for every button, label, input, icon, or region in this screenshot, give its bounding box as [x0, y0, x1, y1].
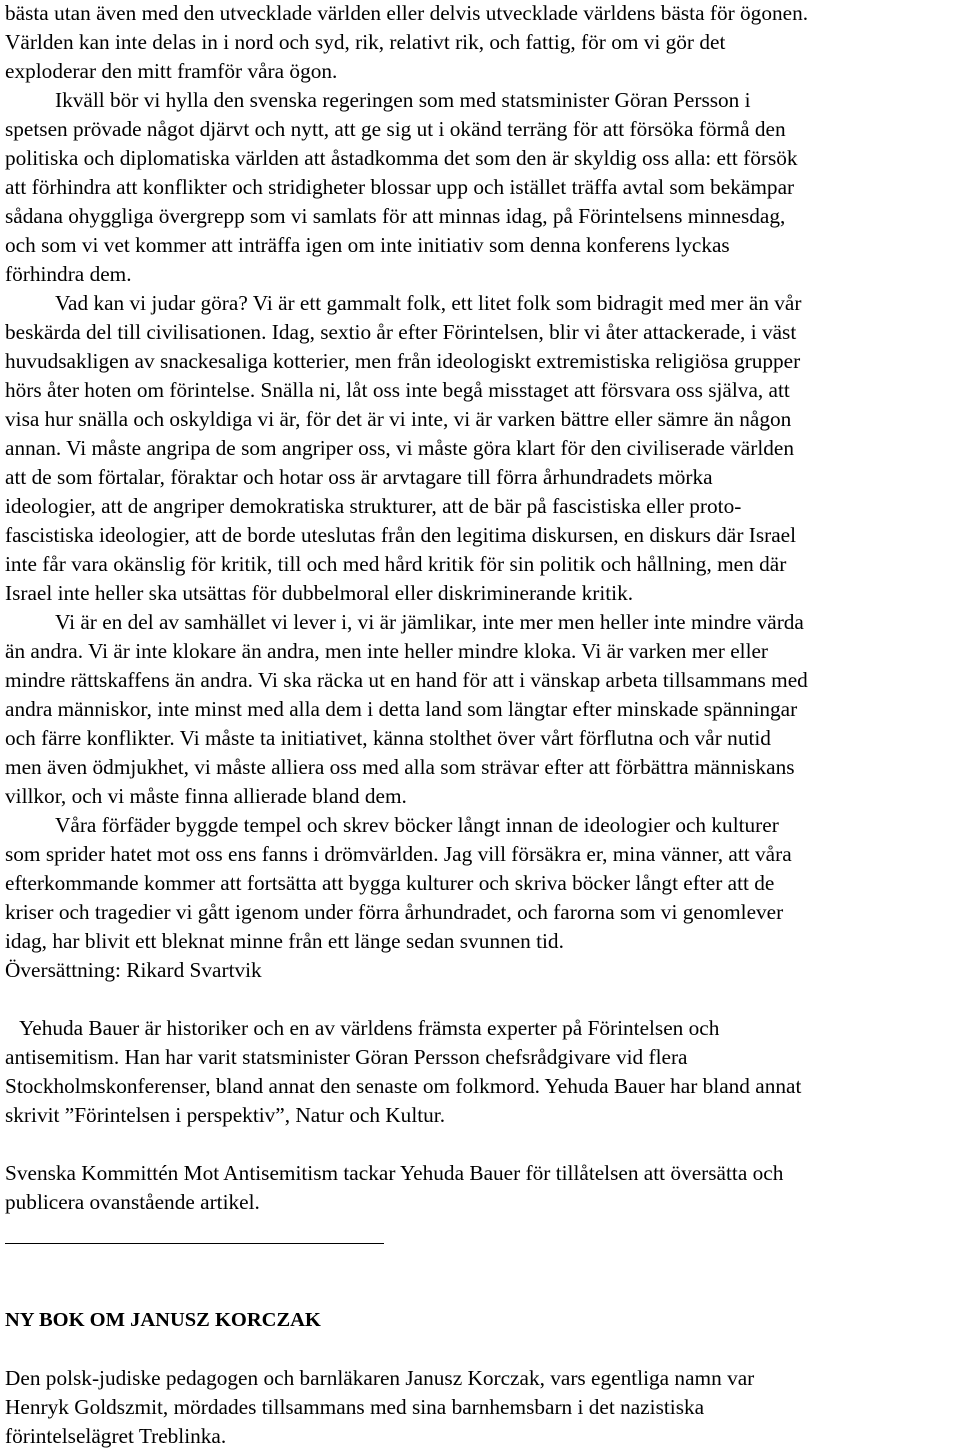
- text-line: inte får vara okänslig för kritik, till och med hård kritik för sin politik och hållning, men där: [5, 552, 787, 576]
- text-line: Israel inte heller ska utsättas för dubbelmoral eller diskriminerande kritik.: [5, 581, 634, 605]
- text-line: spetsen prövade något djärvt och nytt, att ge sig ut i okänd terräng för att försöka förmå den: [5, 117, 786, 141]
- text-line: annan. Vi måste angripa de som angriper oss, vi måste göra klart för den civiliserade världen: [5, 436, 795, 460]
- text-line: beskärda del till civilisationen. Idag, sextio år efter Förintelsen, blir vi åter attackerade, i väst: [5, 320, 797, 344]
- text-line: att de som förtalar, föraktar och hotar oss är arvtagare till förra århundradets mörka: [5, 465, 713, 489]
- text-line: huvudsakligen av snackesaliga kotterier, men från ideologiskt extremistiska religiösa grupper: [5, 349, 801, 373]
- text-line: att förhindra att konflikter och stridigheter blossar upp och istället träffa avtal som bekämpar: [5, 175, 795, 199]
- text-line: som sprider hatet mot oss ens fanns i drömvärlden. Jag vill försäkra er, mina vänner, att våra: [5, 842, 792, 866]
- text-line: fascistiska ideologier, att de borde uteslutas från den legitima diskursen, en diskurs där Israel: [5, 523, 797, 547]
- text-line: Henryk Goldszmit, mördades tillsammans med sina barnhemsbarn i det nazistiska: [5, 1395, 705, 1419]
- text-line: hörs åter hoten om förintelse. Snälla ni, låt oss inte begå misstaget att försvara oss själva, att: [5, 378, 790, 402]
- translator-credit: Översättning: Rikard Svartvik: [5, 958, 262, 982]
- text-line: förintelselägret Treblinka.: [5, 1424, 227, 1448]
- text-line: men även ödmjukhet, vi måste alliera oss med alla som strävar efter att förbättra människans: [5, 755, 795, 779]
- text-line: Ikväll bör vi hylla den svenska regeringen som med statsminister Göran Persson i: [55, 88, 751, 112]
- text-line: skrivit ”Förintelsen i perspektiv”, Natur och Kultur.: [5, 1103, 446, 1127]
- text-line: Stockholmskonferenser, bland annat den senaste om folkmord. Yehuda Bauer har bland annat: [5, 1074, 802, 1098]
- section-divider: [5, 1243, 384, 1244]
- text-line: efterkommande kommer att fortsätta att bygga kulturer och skriva böcker långt efter att de: [5, 871, 775, 895]
- text-line: andra människor, inte minst med alla dem i detta land som längtar efter minskade spänningar: [5, 697, 798, 721]
- text-line: idag, har blivit ett bleknat minne från ett länge sedan svunnen tid.: [5, 929, 564, 953]
- text-line: villkor, och vi måste finna allierade bland dem.: [5, 784, 407, 808]
- text-line: exploderar den mitt framför våra ögon.: [5, 59, 338, 83]
- text-line: förhindra dem.: [5, 262, 132, 286]
- text-line: ideologier, att de angriper demokratiska strukturer, att de bär på fascistiska eller proto-: [5, 494, 742, 518]
- text-line: visa hur snälla och oskyldiga vi är, för det är vi inte, vi är varken bättre eller sämre än någon: [5, 407, 792, 431]
- text-line: politiska och diplomatiska världen att åstadkomma det som den är skyldig oss alla: ett försök: [5, 146, 798, 170]
- text-line: Yehuda Bauer är historiker och en av världens främsta experter på Förintelsen och: [19, 1016, 720, 1040]
- text-line: Den polsk-judiske pedagogen och barnläkaren Janusz Korczak, vars egentliga namn var: [5, 1366, 755, 1390]
- text-line: Vi är en del av samhället vi lever i, vi är jämlikar, inte mer men heller inte mindre värda: [55, 610, 804, 634]
- text-line: Våra förfäder byggde tempel och skrev böcker långt innan de ideologier och kulturer: [55, 813, 779, 837]
- text-line: Svenska Kommittén Mot Antisemitism tackar Yehuda Bauer för tillåtelsen att översätta och: [5, 1161, 784, 1185]
- text-line: kriser och tragedier vi gått igenom under förra århundradet, och farorna som vi genomlever: [5, 900, 784, 924]
- text-line: antisemitism. Han har varit statsminister Göran Persson chefsrådgivare vid flera: [5, 1045, 688, 1069]
- text-line: bästa utan även med den utvecklade världen eller delvis utvecklade världens bästa för ögonen.: [5, 1, 809, 25]
- text-line: publicera ovanstående artikel.: [5, 1190, 260, 1214]
- text-line: Världen kan inte delas in i nord och syd, rik, relativt rik, och fattig, för om vi gör det: [5, 30, 726, 54]
- text-line: än andra. Vi är inte klokare än andra, men inte heller mindre kloka. Vi är varken mer eller: [5, 639, 769, 663]
- text-line: och färre konflikter. Vi måste ta initiativet, känna stolthet över vårt förflutna och vår nutid: [5, 726, 771, 750]
- text-line: och som vi vet kommer att inträffa igen om inte initiativ som denna konferens lyckas: [5, 233, 730, 257]
- text-line: Vad kan vi judar göra? Vi är ett gammalt folk, ett litet folk som bidragit med mer än vår: [55, 291, 802, 315]
- text-line: mindre rättskaffens än andra. Vi ska räcka ut en hand för att i vänskap arbeta tillsammans med: [5, 668, 808, 692]
- section-heading: NY BOK OM JANUSZ KORCZAK: [5, 1309, 321, 1331]
- text-line: sådana ohyggliga övergrepp som vi samlats för att minnas idag, på Förintelsens minnesdag,: [5, 204, 786, 228]
